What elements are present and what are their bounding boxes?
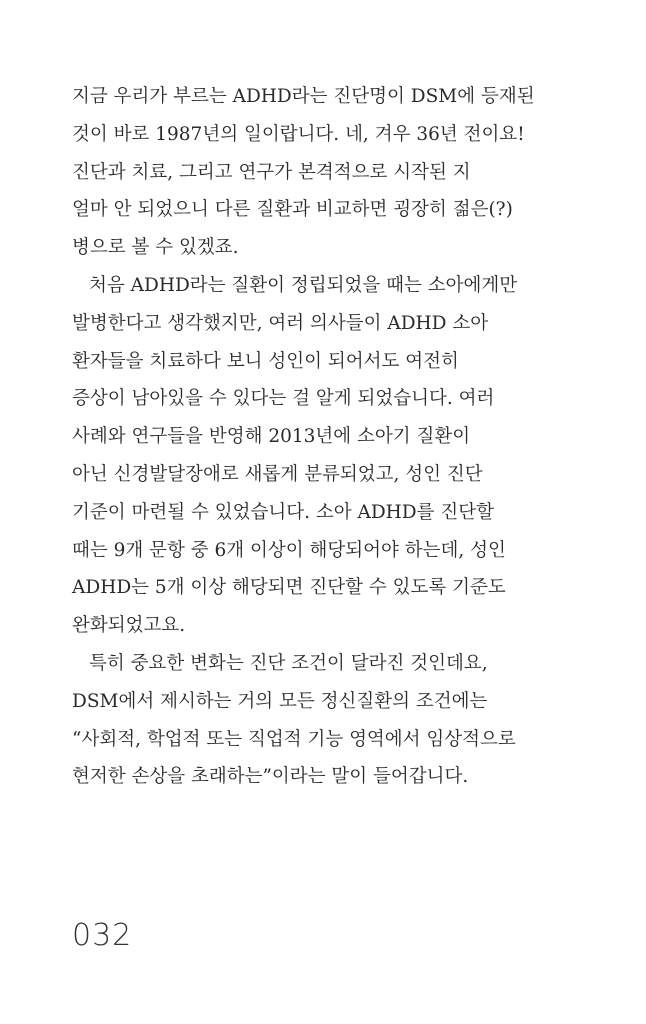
text-line: DSM에서 제시하는 거의 모든 정신질환의 조건에는 [72, 690, 488, 712]
text-line: 현저한 손상을 초래하는”이라는 말이 들어갑니다. [72, 766, 469, 788]
text-line: 사례와 연구들을 반영해 2013년에 소아기 질환이 [72, 426, 471, 448]
paragraph-1 [72, 78, 592, 267]
text-line: “사회적, 학업적 또는 직업적 기능 영역에서 임상적으로 [72, 728, 516, 750]
text-line: ADHD는 5개 이상 해당되면 진단할 수 있도록 기준도 [72, 577, 506, 599]
text-line: 완화되었고요. [72, 615, 186, 637]
text-line: 진단과 치료, 그리고 연구가 본격적으로 시작된 지 [72, 161, 471, 183]
text-line: 발병한다고 생각했지만, 여러 의사들이 ADHD 소아 [72, 312, 489, 334]
text-line: 환자들을 치료하다 보니 성인이 되어서도 여전히 [72, 350, 459, 372]
text-line: 때는 9개 문항 중 6개 이상이 해당되어야 하는데, 성인 [72, 539, 506, 561]
text-line: 얼마 안 되었으니 다른 질환과 비교하면 굉장히 젊은(?) [72, 199, 513, 221]
text-line: 아닌 신경발달장애로 새롭게 분류되었고, 성인 진단 [72, 463, 483, 485]
body-text [72, 78, 592, 796]
paragraph-3 [72, 645, 592, 796]
page-number: 032 [72, 918, 133, 953]
text-line: 것이 바로 1987년의 일이랍니다. 네, 겨우 36년 전이요! [72, 123, 525, 145]
text-line: 증상이 남아있을 수 있다는 걸 알게 되었습니다. 여러 [72, 388, 495, 410]
paragraph-2 [72, 267, 592, 645]
text-line: 특히 중요한 변화는 진단 조건이 달라진 것인데요, [89, 652, 488, 674]
text-line: 처음 ADHD라는 질환이 정립되었을 때는 소아에게만 [89, 274, 518, 296]
text-line: 지금 우리가 부르는 ADHD라는 진단명이 DSM에 등재된 [72, 86, 535, 107]
text-line: 병으로 볼 수 있겠죠. [72, 237, 239, 259]
text-line: 기준이 마련될 수 있었습니다. 소아 ADHD를 진단할 [72, 501, 495, 523]
